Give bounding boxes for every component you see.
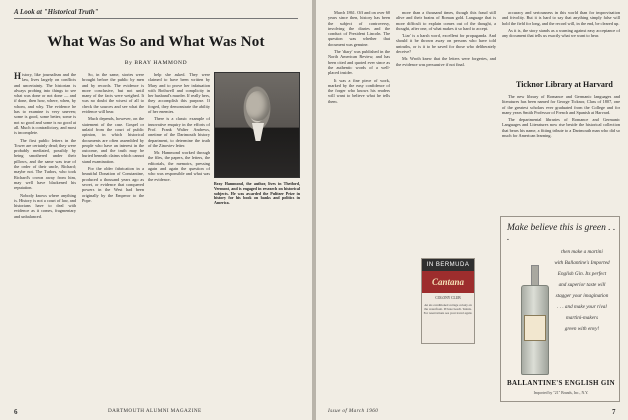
right-page bbox=[316, 0, 628, 420]
gin-copy-line: and superior taste will bbox=[558, 282, 606, 288]
gin-copy-line: . . . and make your rival bbox=[557, 304, 607, 310]
hotel-details: An air-conditioned cottage colony on the waterfront. Private beach. Tennis. For reservations see your travel agent. bbox=[423, 303, 473, 316]
paragraph: Mr. Hammond worked through the files, the papers, the letters, the editorials, the memoirs, pressing again and again the question of who was responsible and what was the evidence. bbox=[148, 150, 210, 182]
paragraph: Nobody knows where anything is. History is not a court of law, and historians have to deal with evidence as it comes, fragmentary and unbalanced. bbox=[14, 192, 76, 219]
paragraph: 'Liar' is a harsh word, excellent for propaganda. And should it be thrown away on persons who have told untruths, or is it to be saved for those who deliberately deceive? bbox=[396, 33, 496, 55]
gin-brand-name: BALLANTINE'S ENGLISH GIN bbox=[507, 379, 615, 387]
paragraph: The departmental libraries of Romance and Germanic Languages and Literatures now rise beside the historical collection that bears his name, a fitting tribute to a Dartmouth man who did so much for American learning. bbox=[502, 117, 620, 139]
gin-headline: Make believe this is green . . . bbox=[507, 223, 616, 243]
photo-caption: Bray Hammond, the author, lives in Thetford, Vermont, and is engaged in research on historical subjects. He was awarded the Pulitzer Prize in history for his book on banks and politics in America. bbox=[214, 181, 300, 206]
paragraph: For the older fabrication in a beautiful Donation of Constantine, produced a thousand years ago as secret, or evidence that conquered powers in the West had been originally by the Emperor to the Pope. bbox=[82, 166, 144, 203]
bottle-neck bbox=[531, 265, 539, 287]
article-column-5 bbox=[396, 10, 496, 252]
bottle-label bbox=[524, 315, 546, 341]
paragraph: help she asked. They were claimed to have been written by Mary and to prove her infatuation with Bothwell and complicity in her husband's murder. If really hers, they accomplish this purpose. If forged, they demonstrate the ability of her enemies. bbox=[148, 72, 210, 115]
article-column-2 bbox=[82, 72, 144, 402]
paragraph: March 1861. Off and on over 60 years since then, history has been the subject of controversy, involving the diaries and the conduct of President Lincoln. The question was whether that document was genuine. bbox=[328, 10, 390, 47]
paragraph: As it is, the story stands as a warning against easy acceptance of any document that tells us exactly what we want to hear. bbox=[502, 27, 620, 39]
ticknor-column bbox=[502, 94, 620, 210]
portrait-collar bbox=[252, 123, 264, 141]
paragraph: Mr. Wroth knew that the letters were forgeries, and the evidence was persuasive if not final. bbox=[396, 56, 496, 67]
paragraph: History, like journalism and the law, lives largely on conflicts and uncertainty. The historian is always probing into things to see what was done or not done — and if done, then how, where, when, by whom, and why. The evidence he has to examine is very uneven; some is good, some better, some is not so good and some is no good at all. Much is contradictory, and most is incomplete. bbox=[14, 72, 76, 136]
article-byline: By BRAY HAMMOND bbox=[124, 60, 188, 66]
gin-copy-line: English Gin. Its perfect bbox=[557, 271, 607, 277]
author-portrait-photo bbox=[214, 72, 300, 178]
article-column-6 bbox=[502, 10, 620, 76]
article-headline: What Was So and What Was Not bbox=[47, 34, 265, 50]
portrait-face bbox=[246, 91, 270, 121]
paragraph: The new library of Romance and Germanic languages and literatures has been named for George Ticknor, Class of 1807, one of the greatest scholars ever graduated from the College and for many years Smith Professor of French and Spanish at Harvard. bbox=[502, 94, 620, 115]
gin-copy-line: stagger your imagination bbox=[555, 293, 609, 299]
page-folio-left: 6 bbox=[14, 408, 18, 416]
paragraph: So, in the same, stories were brought before the public by men and by records. The evidence is more conclusive, but not until many of the facts were weighed. It was no doubt the wisest of all to check the sources and see what the evidence will bear. bbox=[82, 72, 144, 115]
gin-copy bbox=[545, 247, 619, 335]
bermuda-hotel-ad bbox=[421, 258, 475, 344]
gin-copy-line: with Ballantine's Imported bbox=[554, 260, 610, 266]
series-title: A Look at "Historical Truth" bbox=[14, 8, 99, 16]
left-page bbox=[0, 0, 312, 420]
hotel-logo: Cantana bbox=[422, 271, 474, 293]
paragraph: Much depends, however, on the statement of the case. Gospel or unlaid from the court of public opinion, in which historical documents are often assembled by people who have an interest in the outcome, and the truth may be buried beneath claims which cannot stand examination. bbox=[82, 116, 144, 164]
ad-location: IN BERMUDA bbox=[422, 259, 474, 271]
gin-advertisement bbox=[500, 216, 620, 402]
page-folio-right: 7 bbox=[612, 408, 616, 416]
gin-bottle-illustration bbox=[519, 265, 551, 375]
paragraph: more than a thousand times, though this fraud still alive and their brains of Roman gold. Language that is more difficult to explain comes out of the thought, a thought, after one, of what makes it so hard to accept. bbox=[396, 10, 496, 31]
article-column-4 bbox=[328, 10, 390, 402]
issue-footer: Issue of March 1960 bbox=[328, 408, 379, 414]
paragraph: The first public letters in the Tower are certainly dead; they were probably mediated, possibly by being smothered under their pillows, and the same was true of the order of their uncle, Richard; maybe not. The Tudors, who took Richard's crown away from him, may well have blackened his reputation. bbox=[14, 137, 76, 191]
gin-copy-line: then make a martini bbox=[561, 249, 603, 255]
gin-importer: Imported by "21" Brands, Inc., N.Y. bbox=[533, 391, 589, 395]
paragraph: accuracy and seriousness in this world than for improvisation and frivolity. But it is hard to say that anything simply false will hold the field for long, and the record will, in the end, be cleared up. bbox=[502, 10, 620, 26]
paragraph: The 'diary' was published in the North American Review, and has been cited and quoted ever since as the authentic words of a well-placed insider. bbox=[328, 49, 390, 76]
article-column-3 bbox=[148, 72, 210, 402]
hotel-subtitle: COLONY CLUB bbox=[435, 296, 461, 300]
series-rule bbox=[14, 18, 298, 19]
magazine-title-footer: DARTMOUTH ALUMNI MAGAZINE bbox=[108, 408, 202, 414]
paragraph: There is a classic example of innovative enquiry in the efforts of Prof. Frank Walter Andrews, onetime of the Dartmouth history department, to determine the truth of the Zinoviev letter. bbox=[148, 116, 210, 148]
paragraph: It was a fine piece of work, marked by the easy confidence of the forger who knows his readers will want to believe what he tells them. bbox=[328, 77, 390, 104]
gin-copy-line: martini-makers bbox=[566, 315, 598, 321]
section-heading: Ticknor Library at Harvard bbox=[516, 80, 613, 89]
gin-copy-line: green with envy! bbox=[564, 326, 600, 332]
article-column-1 bbox=[14, 72, 76, 402]
